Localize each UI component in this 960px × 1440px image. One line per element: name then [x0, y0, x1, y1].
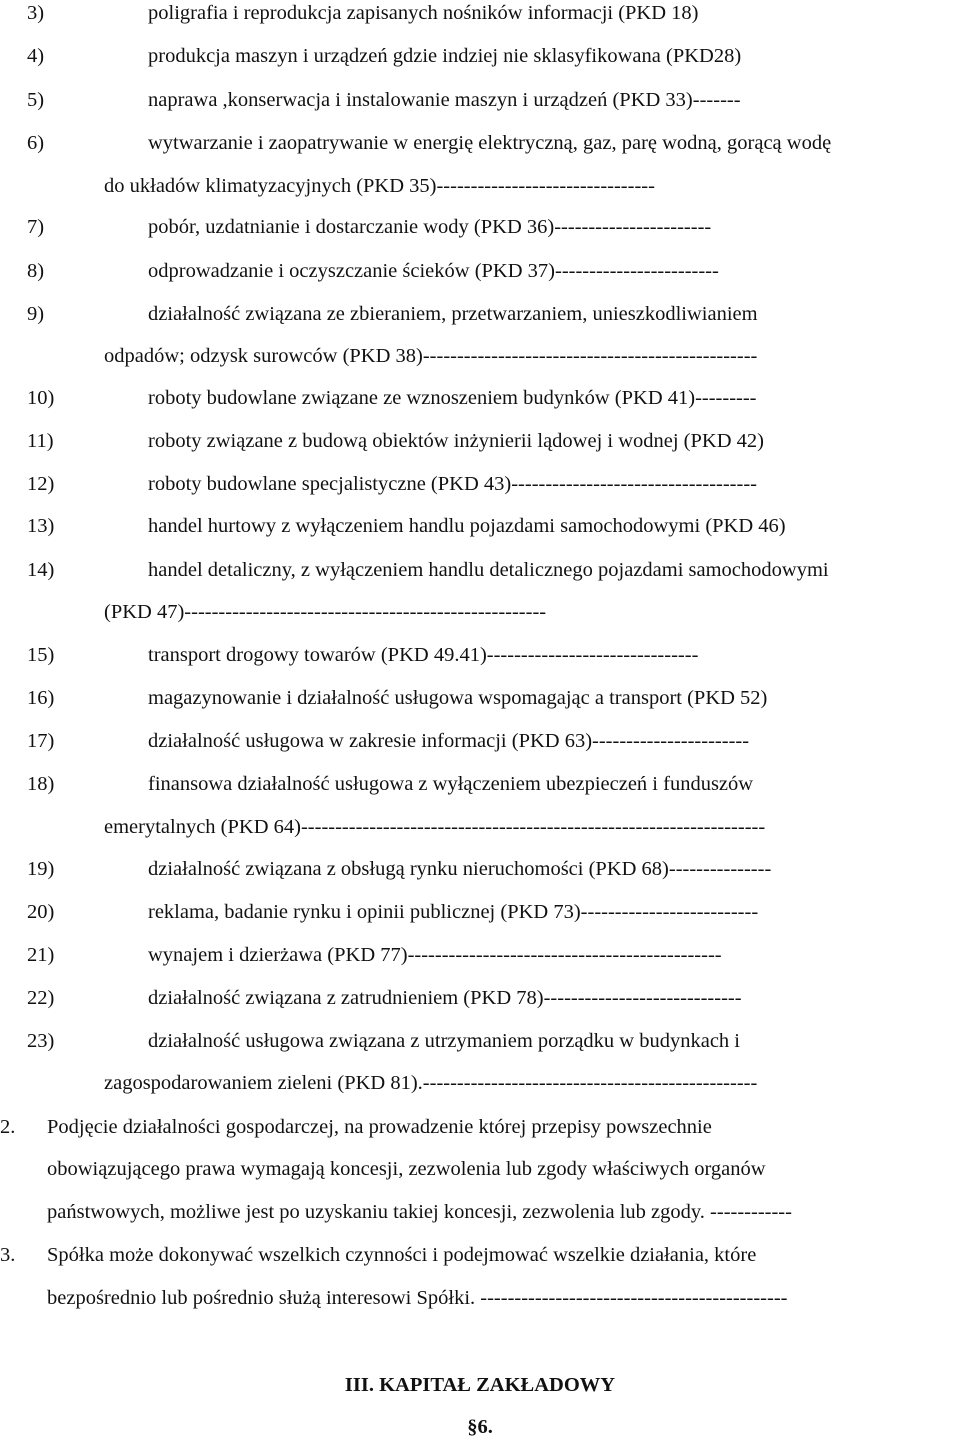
item-number: 19): [27, 858, 55, 880]
item-text: roboty budowlane specjalistyczne (PKD 43)------------------------------------: [148, 473, 757, 495]
section-number: §6.: [467, 1416, 493, 1438]
item-number: 6): [27, 132, 45, 154]
paragraph-line: państwowych, możliwe jest po uzyskaniu takiej koncesji, zezwolenia lub zgody. ------------: [47, 1201, 792, 1223]
item-number: 21): [27, 944, 55, 966]
paragraph-line: Spółka może dokonywać wszelkich czynności i podejmować wszelkie działania, które: [47, 1244, 757, 1266]
item-number: 9): [27, 303, 45, 325]
item-number: 22): [27, 987, 55, 1009]
item-text: reklama, badanie rynku i opinii publicznej (PKD 73)--------------------------: [148, 901, 759, 923]
item-number: 5): [27, 89, 45, 111]
item-text: magazynowanie i działalność usługowa wspomagając a transport (PKD 52): [148, 687, 768, 709]
paragraph-line: bezpośrednio lub pośrednio służą interesowi Spółki. ---------------------------------------------: [47, 1287, 788, 1309]
item-text: działalność usługowa związana z utrzymaniem porządku w budynkach i: [148, 1030, 741, 1052]
item-number: 14): [27, 559, 55, 581]
item-text: roboty budowlane związane ze wznoszeniem budynków (PKD 41)---------: [148, 387, 757, 409]
item-text: handel hurtowy z wyłączeniem handlu pojazdami samochodowymi (PKD 46): [148, 515, 786, 537]
item-text: działalność związana ze zbieraniem, przetwarzaniem, unieszkodliwianiem: [148, 303, 758, 325]
item-number: 7): [27, 216, 45, 238]
item-number: 3): [27, 2, 45, 24]
item-text: pobór, uzdatnianie i dostarczanie wody (PKD 36)-----------------------: [148, 216, 712, 238]
item-text: roboty związane z budową obiektów inżynierii lądowej i wodnej (PKD 42): [148, 430, 764, 452]
item-text: poligrafia i reprodukcja zapisanych nośników informacji (PKD 18): [148, 2, 699, 24]
item-text: produkcja maszyn i urządzeń gdzie indziej nie sklasyfikowana (PKD28): [148, 45, 742, 67]
item-number: 11): [27, 430, 54, 452]
item-text: wynajem i dzierżawa (PKD 77)----------------------------------------------: [148, 944, 722, 966]
item-number: 18): [27, 773, 55, 795]
item-text: finansowa działalność usługowa z wyłączeniem ubezpieczeń i funduszów: [148, 773, 754, 795]
item-number: 17): [27, 730, 55, 752]
item-text: handel detaliczny, z wyłączeniem handlu detalicznego pojazdami samochodowymi: [148, 559, 829, 581]
item-text: naprawa ,konserwacja i instalowanie maszyn i urządzeń (PKD 33)-------: [148, 89, 741, 111]
paragraph-number: 3.: [0, 1244, 16, 1266]
item-text: transport drogowy towarów (PKD 49.41)-------------------------------: [148, 644, 699, 666]
item-text: działalność związana z obsługą rynku nieruchomości (PKD 68)---------------: [148, 858, 772, 880]
paragraph-number: 2.: [0, 1116, 16, 1138]
item-number: 8): [27, 260, 45, 282]
item-text: działalność usługowa w zakresie informacji (PKD 63)-----------------------: [148, 730, 750, 752]
item-text-continued: do układów klimatyzacyjnych (PKD 35)--------------------------------: [104, 175, 655, 197]
item-number: 13): [27, 515, 55, 537]
item-text: działalność związana z zatrudnieniem (PKD 78)-----------------------------: [148, 987, 742, 1009]
item-number: 12): [27, 473, 55, 495]
item-number: 15): [27, 644, 55, 666]
item-text: wytwarzanie i zaopatrywanie w energię elektryczną, gaz, parę wodną, gorącą wodę: [148, 132, 832, 154]
item-number: 23): [27, 1030, 55, 1052]
item-text-continued: odpadów; odzysk surowców (PKD 38)-------------------------------------------------: [104, 345, 758, 367]
section-heading: III. KAPITAŁ ZAKŁADOWY: [344, 1374, 616, 1396]
paragraph-line: Podjęcie działalności gospodarczej, na prowadzenie której przepisy powszechnie: [47, 1116, 712, 1138]
item-number: 16): [27, 687, 55, 709]
item-number: 10): [27, 387, 55, 409]
item-number: 4): [27, 45, 45, 67]
item-text-continued: emerytalnych (PKD 64)--------------------------------------------------------------------: [104, 816, 766, 838]
paragraph-line: obowiązującego prawa wymagają koncesji, zezwolenia lub zgody właściwych organów: [47, 1158, 766, 1180]
item-text: odprowadzanie i oczyszczanie ścieków (PKD 37)------------------------: [148, 260, 719, 282]
item-number: 20): [27, 901, 55, 923]
item-text-continued: zagospodarowaniem zieleni (PKD 81).-------------------------------------------------: [104, 1072, 758, 1094]
item-text-continued: (PKD 47)-----------------------------------------------------: [104, 601, 547, 623]
